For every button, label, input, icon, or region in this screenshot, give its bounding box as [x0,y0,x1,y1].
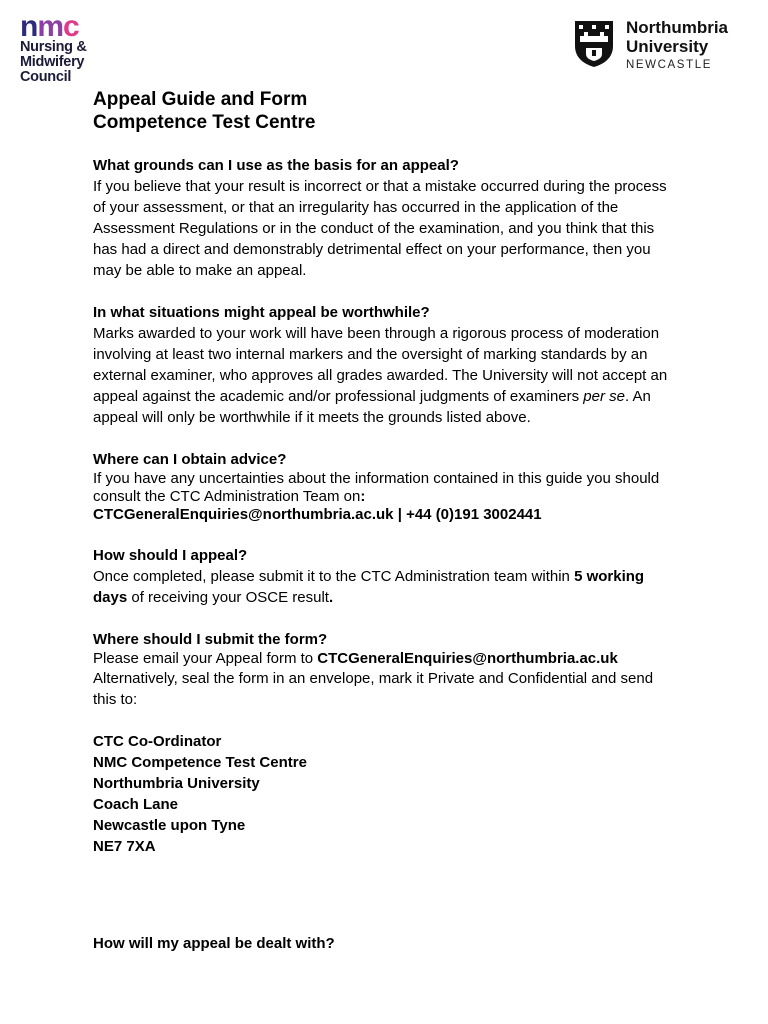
postal-address [93,731,678,857]
northumbria-logo-text [626,18,728,72]
section-how-appeal [93,545,678,608]
section-advice [93,449,678,524]
nmc-logo-line: Council [20,69,72,85]
northumbria-logo-name: Northumbria [626,18,728,37]
section-heading: How will my appeal be dealt with? [93,935,335,952]
section-heading: Where can I obtain advice? [93,451,287,468]
shield-icon [574,20,614,68]
document-body [93,88,678,857]
submit-email[interactable]: CTCGeneralEnquiries@northumbria.ac.uk [317,650,618,667]
section-heading: In what situations might appeal be worthwhile? [93,304,430,321]
address-line: NE7 7XA [93,838,156,855]
nmc-logo-line: Midwifery [20,54,85,70]
section-grounds [93,155,678,281]
nmc-logo-mark: nmc [20,10,79,43]
contact-email[interactable]: CTCGeneralEnquiries@northumbria.ac.uk [93,506,394,523]
nmc-logo-line: Nursing & [20,39,87,55]
italic-text: per se [583,388,625,405]
section-heading: How should I appeal? [93,547,248,564]
section-body: If you have any uncertainties about the information contained in this guide you should consult the CTC Administration Team on: [93,470,660,505]
section-body: Please email your Appeal form to CTCGeneralEnquiries@northumbria.ac.uk [93,650,618,667]
address-line: CTC Co-Ordinator [93,733,222,750]
section-body: Once completed, please submit it to the CTC Administration team within 5 working days of receiving your OSCE result. [93,568,645,606]
section-heading: Where should I submit the form? [93,631,328,648]
section-body: If you believe that your result is incorrect or that a mistake occurred during the process of your assessment, or that an irregularity has occurred in the application of the Assessment Regulations or in the conduct of the examination, and you think that this has had a direct and demonstrably detrimental effect on your performance, then you may be able to make an appeal. [93,178,667,279]
northumbria-logo [574,18,754,70]
address-line: Northumbria University [93,775,260,792]
separator: | [397,506,402,523]
northumbria-logo-name: University [626,37,709,56]
section-body: Marks awarded to your work will have been through a rigorous process of moderation involving at least two internal markers and the oversight of marking standards by an external examiner, who approves all grades awarded. The University will not accept an appeal against the academic and/or professional judgments of examiners per se. An appeal will only be worthwhile if it meets the grounds listed above. [93,325,668,426]
northumbria-logo-city: NEWCASTLE [626,59,712,71]
section-heading: What grounds can I use as the basis for an appeal? [93,157,459,174]
address-line: Newcastle upon Tyne [93,817,246,834]
address-line: NMC Competence Test Centre [93,754,307,771]
address-line: Coach Lane [93,796,179,813]
section-worthwhile [93,302,678,428]
contact-phone[interactable]: +44 (0)191 3002441 [406,506,542,523]
section-submit [93,629,678,710]
document-title: Appeal Guide and Form Competence Test Centre [93,89,316,133]
nmc-logo [20,10,108,85]
contact-line [93,506,678,524]
section-body: Alternatively, seal the form in an envelope, mark it Private and Confidential and send this to: [93,670,654,708]
